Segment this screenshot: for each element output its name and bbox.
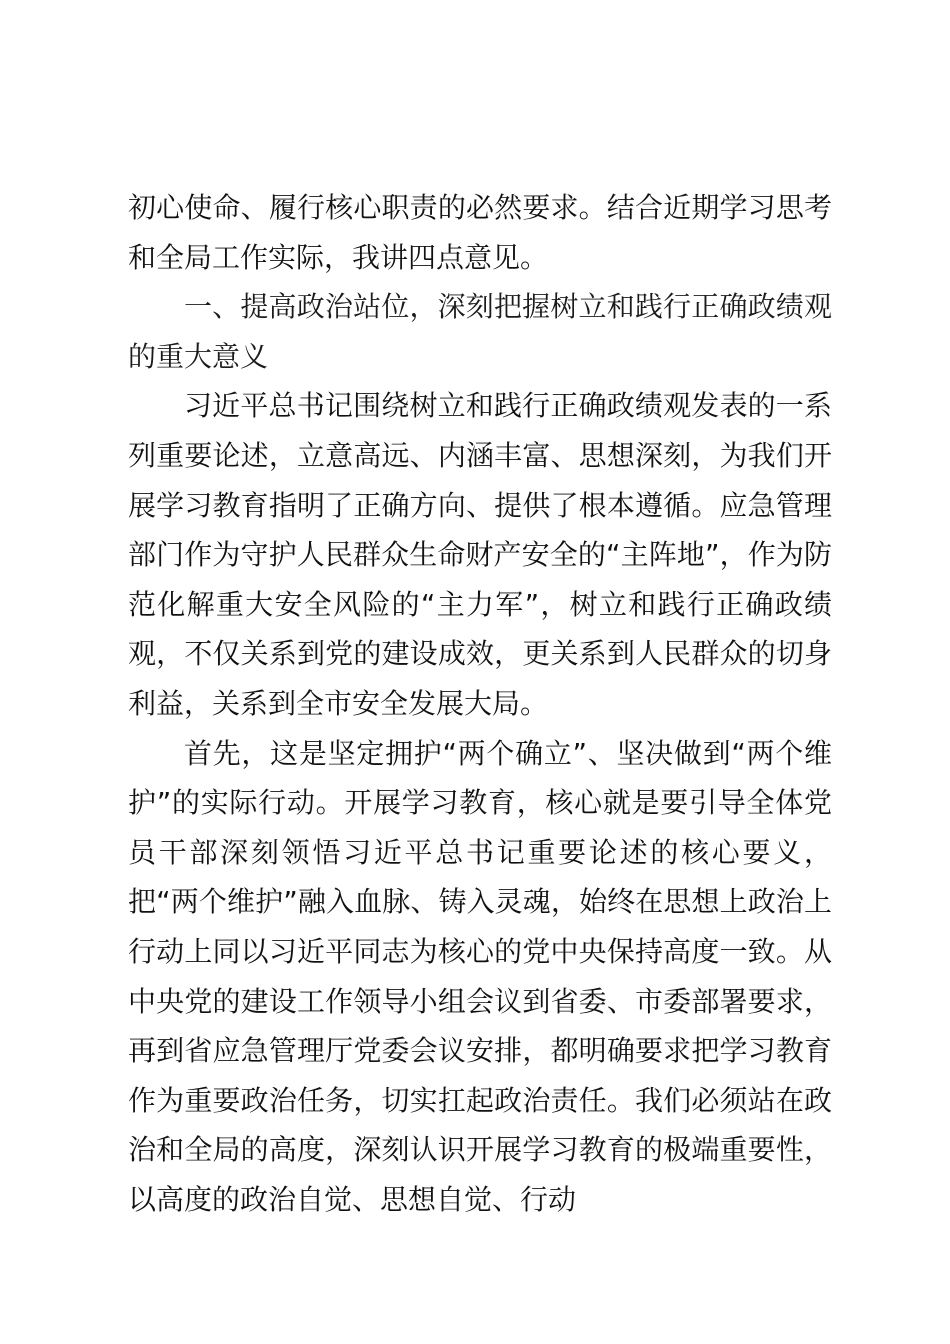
- paragraph-first-point: 首先，这是坚定拥护“两个确立”、坚决做到“两个维护”的实际行动。开展学习教育，核心就是要引导全体党员干部深刻领悟习近平总书记重要论述的核心要义，把“两个维护”融入血脉、铸入灵魂，始终在思想上政治上行动上同以习近平同志为核心的党中央保持高度一致。从中央党的建设工作领导小组会议到省委、市委部署要求，再到省应急管理厅党委会议安排，都明确要求把学习教育作为重要政治任务，切实扛起政治责任。我们必须站在政治和全局的高度，深刻认识开展学习教育的极端重要性，以高度的政治自觉、思想自觉、行动: [128, 736, 832, 1216]
- paragraph-continuation: 初心使命、履行核心职责的必然要求。结合近期学习思考和全局工作实际，我讲四点意见。: [128, 191, 832, 274]
- paragraph-significance: 习近平总书记围绕树立和践行正确政绩观发表的一系列重要论述，立意高远、内涵丰富、思想深刻，为我们开展学习教育指明了正确方向、提供了根本遵循。应急管理部门作为守护人民群众生命财产安全的“主阵地”，作为防范化解重大安全风险的“主力军”，树立和践行正确政绩观，不仅关系到党的建设成效，更关系到人民群众的切身利益，关系到全市安全发展大局。: [128, 389, 832, 720]
- section-heading-1: 一、提高政治站位，深刻把握树立和践行正确政绩观的重大意义: [128, 290, 832, 373]
- document-body: [128, 183, 832, 1224]
